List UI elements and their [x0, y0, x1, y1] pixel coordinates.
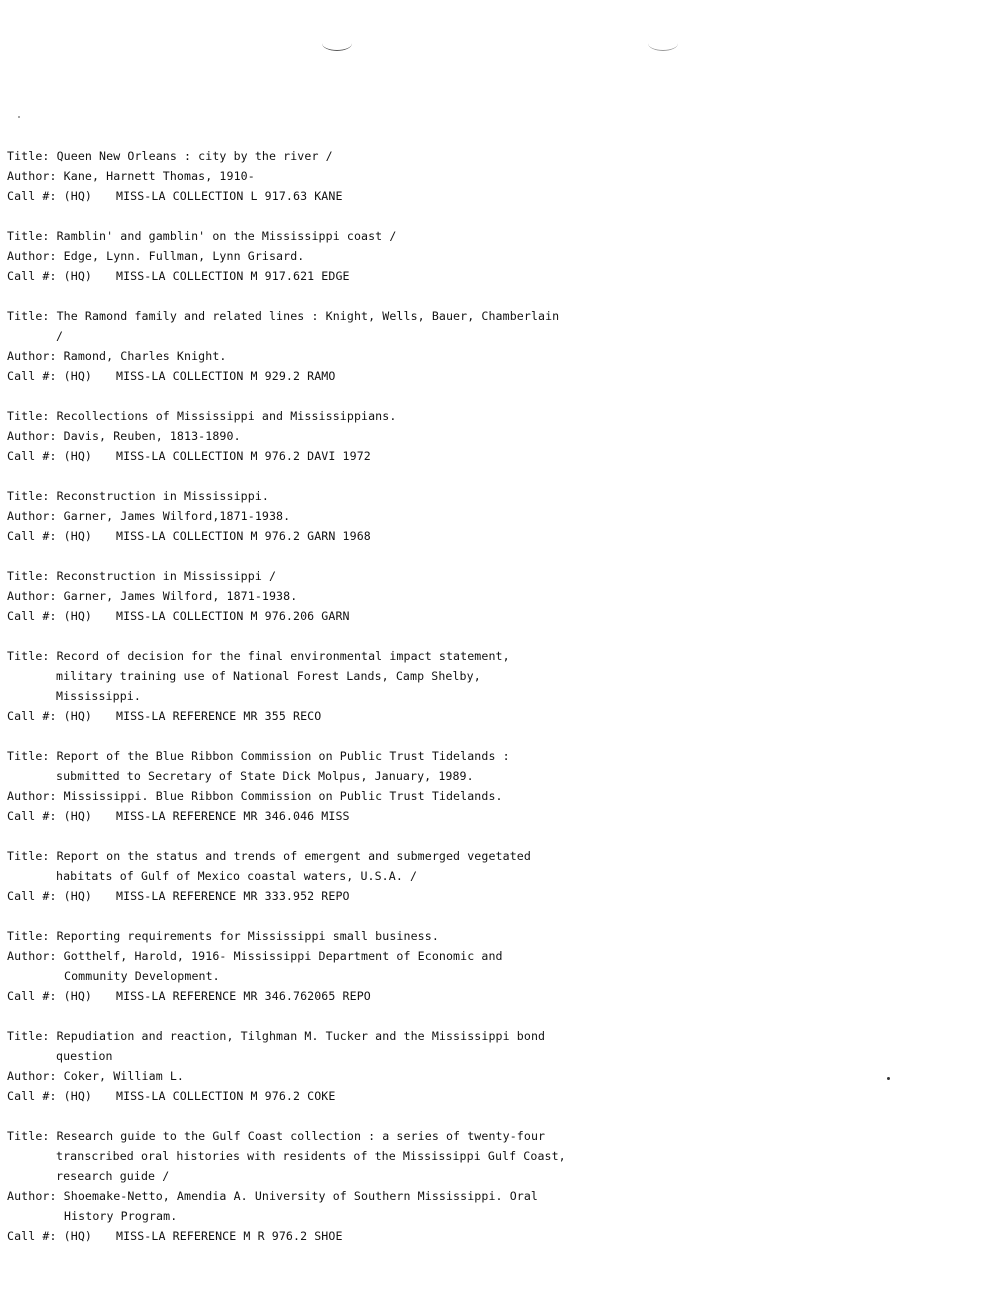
catalog-record	[7, 566, 567, 626]
hole-punch-mark	[322, 36, 352, 51]
record-title	[7, 1126, 567, 1146]
record-title	[7, 226, 567, 246]
title-text: Record of decision for the final environmental impact statement,	[56, 649, 510, 663]
record-author	[7, 786, 567, 806]
call-number-text: MISS-LA COLLECTION M 917.621 EDGE	[115, 269, 350, 283]
author-label: Author:	[7, 1069, 57, 1083]
location-code: (HQ)	[63, 889, 92, 903]
call-number-text: MISS-LA COLLECTION M 976.2 DAVI 1972	[115, 449, 371, 463]
call-number-label: Call #:	[7, 1089, 57, 1103]
title-label: Title:	[7, 929, 50, 943]
record-title	[7, 306, 567, 326]
author-label: Author:	[7, 429, 57, 443]
catalog-record	[7, 146, 567, 206]
author-label: Author:	[7, 169, 57, 183]
location-code: (HQ)	[63, 709, 92, 723]
author-text: Garner, James Wilford, 1871-1938.	[63, 589, 298, 603]
title-text: Report of the Blue Ribbon Commission on Public Trust Tidelands :	[56, 749, 510, 763]
title-text: military training use of National Forest Lands, Camp Shelby,	[56, 669, 481, 683]
record-title	[7, 486, 567, 506]
call-number-label: Call #:	[7, 449, 57, 463]
title-text: Reconstruction in Mississippi.	[56, 489, 269, 503]
title-label: Title:	[7, 409, 50, 423]
catalog-record-list	[7, 146, 567, 1266]
location-code: (HQ)	[63, 449, 92, 463]
title-text: Recollections of Mississippi and Mississippians.	[56, 409, 397, 423]
title-text: transcribed oral histories with residents of the Mississippi Gulf Coast,	[56, 1149, 566, 1163]
record-call-number	[7, 806, 567, 826]
author-text: Davis, Reuben, 1813-1890.	[63, 429, 241, 443]
call-number-text: MISS-LA COLLECTION M 929.2 RAMO	[115, 369, 336, 383]
author-text: Garner, James Wilford,1871-1938.	[63, 509, 291, 523]
catalog-record	[7, 406, 567, 466]
title-text: submitted to Secretary of State Dick Molpus, January, 1989.	[56, 769, 474, 783]
record-title-continued	[7, 1046, 567, 1066]
title-label: Title:	[7, 1129, 50, 1143]
call-number-text: MISS-LA REFERENCE MR 333.952 REPO	[115, 889, 350, 903]
title-text: Mississippi.	[56, 689, 141, 703]
location-code: (HQ)	[63, 809, 92, 823]
call-number-label: Call #:	[7, 809, 57, 823]
call-number-label: Call #:	[7, 709, 57, 723]
record-title	[7, 1026, 567, 1046]
author-label: Author:	[7, 509, 57, 523]
title-text: Repudiation and reaction, Tilghman M. Tucker and the Mississippi bond	[56, 1029, 546, 1043]
call-number-text: MISS-LA COLLECTION L 917.63 KANE	[115, 189, 343, 203]
title-text: Report on the status and trends of emergent and submerged vegetated	[56, 849, 531, 863]
call-number-label: Call #:	[7, 269, 57, 283]
record-title	[7, 646, 567, 666]
location-code: (HQ)	[63, 1089, 92, 1103]
title-label: Title:	[7, 1029, 50, 1043]
call-number-label: Call #:	[7, 989, 57, 1003]
call-number-text: MISS-LA REFERENCE MR 346.046 MISS	[115, 809, 350, 823]
record-author	[7, 166, 567, 186]
title-text: research guide /	[56, 1169, 170, 1183]
author-label: Author:	[7, 589, 57, 603]
title-label: Title:	[7, 309, 50, 323]
title-text: Reporting requirements for Mississippi small business.	[56, 929, 439, 943]
author-text: Edge, Lynn. Fullman, Lynn Grisard.	[63, 249, 305, 263]
author-text: Mississippi. Blue Ribbon Commission on Public Trust Tidelands.	[63, 789, 503, 803]
record-author	[7, 1066, 567, 1086]
author-label: Author:	[7, 349, 57, 363]
location-code: (HQ)	[63, 609, 92, 623]
catalog-record	[7, 926, 567, 1006]
record-call-number	[7, 986, 567, 1006]
record-title	[7, 146, 567, 166]
catalog-record	[7, 646, 567, 726]
call-number-label: Call #:	[7, 529, 57, 543]
catalog-record	[7, 486, 567, 546]
title-label: Title:	[7, 569, 50, 583]
title-text: habitats of Gulf of Mexico coastal waters, U.S.A. /	[56, 869, 418, 883]
title-label: Title:	[7, 149, 50, 163]
call-number-text: MISS-LA REFERENCE MR 355 RECO	[115, 709, 322, 723]
record-title	[7, 926, 567, 946]
record-title-continued	[7, 326, 567, 346]
record-title-continued	[7, 666, 567, 686]
catalog-record	[7, 746, 567, 826]
record-author-continued	[7, 966, 567, 986]
location-code: (HQ)	[63, 529, 92, 543]
record-author-continued	[7, 1206, 567, 1226]
title-text: /	[56, 329, 64, 343]
record-title	[7, 566, 567, 586]
title-text: Reconstruction in Mississippi /	[56, 569, 277, 583]
record-call-number	[7, 266, 567, 286]
record-author	[7, 586, 567, 606]
location-code: (HQ)	[63, 369, 92, 383]
call-number-text: MISS-LA COLLECTION M 976.2 COKE	[115, 1089, 336, 1103]
author-text: Gotthelf, Harold, 1916- Mississippi Department of Economic and	[63, 949, 503, 963]
call-number-text: MISS-LA COLLECTION M 976.206 GARN	[115, 609, 350, 623]
record-author	[7, 506, 567, 526]
author-text: Shoemake-Netto, Amendia A. University of Southern Mississippi. Oral	[63, 1189, 539, 1203]
call-number-label: Call #:	[7, 609, 57, 623]
catalog-record	[7, 226, 567, 286]
record-call-number	[7, 606, 567, 626]
call-number-label: Call #:	[7, 1229, 57, 1243]
call-number-text: MISS-LA REFERENCE MR 346.762065 REPO	[115, 989, 371, 1003]
record-call-number	[7, 886, 567, 906]
record-title-continued	[7, 1146, 567, 1166]
record-title-continued	[7, 686, 567, 706]
catalog-record	[7, 1126, 567, 1246]
title-text: The Ramond family and related lines : Knight, Wells, Bauer, Chamberlain	[56, 309, 560, 323]
title-text: question	[56, 1049, 113, 1063]
record-author	[7, 1186, 567, 1206]
record-author	[7, 246, 567, 266]
hole-punch-mark	[648, 36, 678, 51]
record-title-continued	[7, 766, 567, 786]
record-title	[7, 406, 567, 426]
record-call-number	[7, 446, 567, 466]
record-call-number	[7, 1086, 567, 1106]
title-text: Ramblin' and gamblin' on the Mississippi coast /	[56, 229, 397, 243]
author-label: Author:	[7, 1189, 57, 1203]
record-title	[7, 746, 567, 766]
location-code: (HQ)	[63, 989, 92, 1003]
author-text: Coker, William L.	[63, 1069, 185, 1083]
location-code: (HQ)	[63, 1229, 92, 1243]
author-text: History Program.	[64, 1209, 178, 1223]
location-code: (HQ)	[63, 269, 92, 283]
catalog-record	[7, 846, 567, 906]
catalog-record	[7, 1026, 567, 1106]
scan-speck	[887, 1077, 890, 1080]
call-number-label: Call #:	[7, 889, 57, 903]
title-label: Title:	[7, 229, 50, 243]
call-number-text: MISS-LA COLLECTION M 976.2 GARN 1968	[115, 529, 371, 543]
record-call-number	[7, 366, 567, 386]
call-number-label: Call #:	[7, 369, 57, 383]
record-call-number	[7, 706, 567, 726]
record-call-number	[7, 186, 567, 206]
call-number-text: MISS-LA REFERENCE M R 976.2 SHOE	[115, 1229, 343, 1243]
record-title	[7, 846, 567, 866]
title-label: Title:	[7, 749, 50, 763]
scan-speck	[18, 116, 20, 118]
author-label: Author:	[7, 249, 57, 263]
record-call-number	[7, 526, 567, 546]
title-label: Title:	[7, 649, 50, 663]
call-number-label: Call #:	[7, 189, 57, 203]
record-author	[7, 946, 567, 966]
title-label: Title:	[7, 489, 50, 503]
title-label: Title:	[7, 849, 50, 863]
record-author	[7, 426, 567, 446]
author-text: Ramond, Charles Knight.	[63, 349, 227, 363]
author-text: Kane, Harnett Thomas, 1910-	[63, 169, 255, 183]
record-title-continued	[7, 866, 567, 886]
record-call-number	[7, 1226, 567, 1246]
author-text: Community Development.	[64, 969, 220, 983]
author-label: Author:	[7, 949, 57, 963]
author-label: Author:	[7, 789, 57, 803]
title-text: Queen New Orleans : city by the river /	[56, 149, 333, 163]
catalog-record	[7, 306, 567, 386]
title-text: Research guide to the Gulf Coast collection : a series of twenty-four	[56, 1129, 546, 1143]
record-title-continued	[7, 1166, 567, 1186]
location-code: (HQ)	[63, 189, 92, 203]
record-author	[7, 346, 567, 366]
